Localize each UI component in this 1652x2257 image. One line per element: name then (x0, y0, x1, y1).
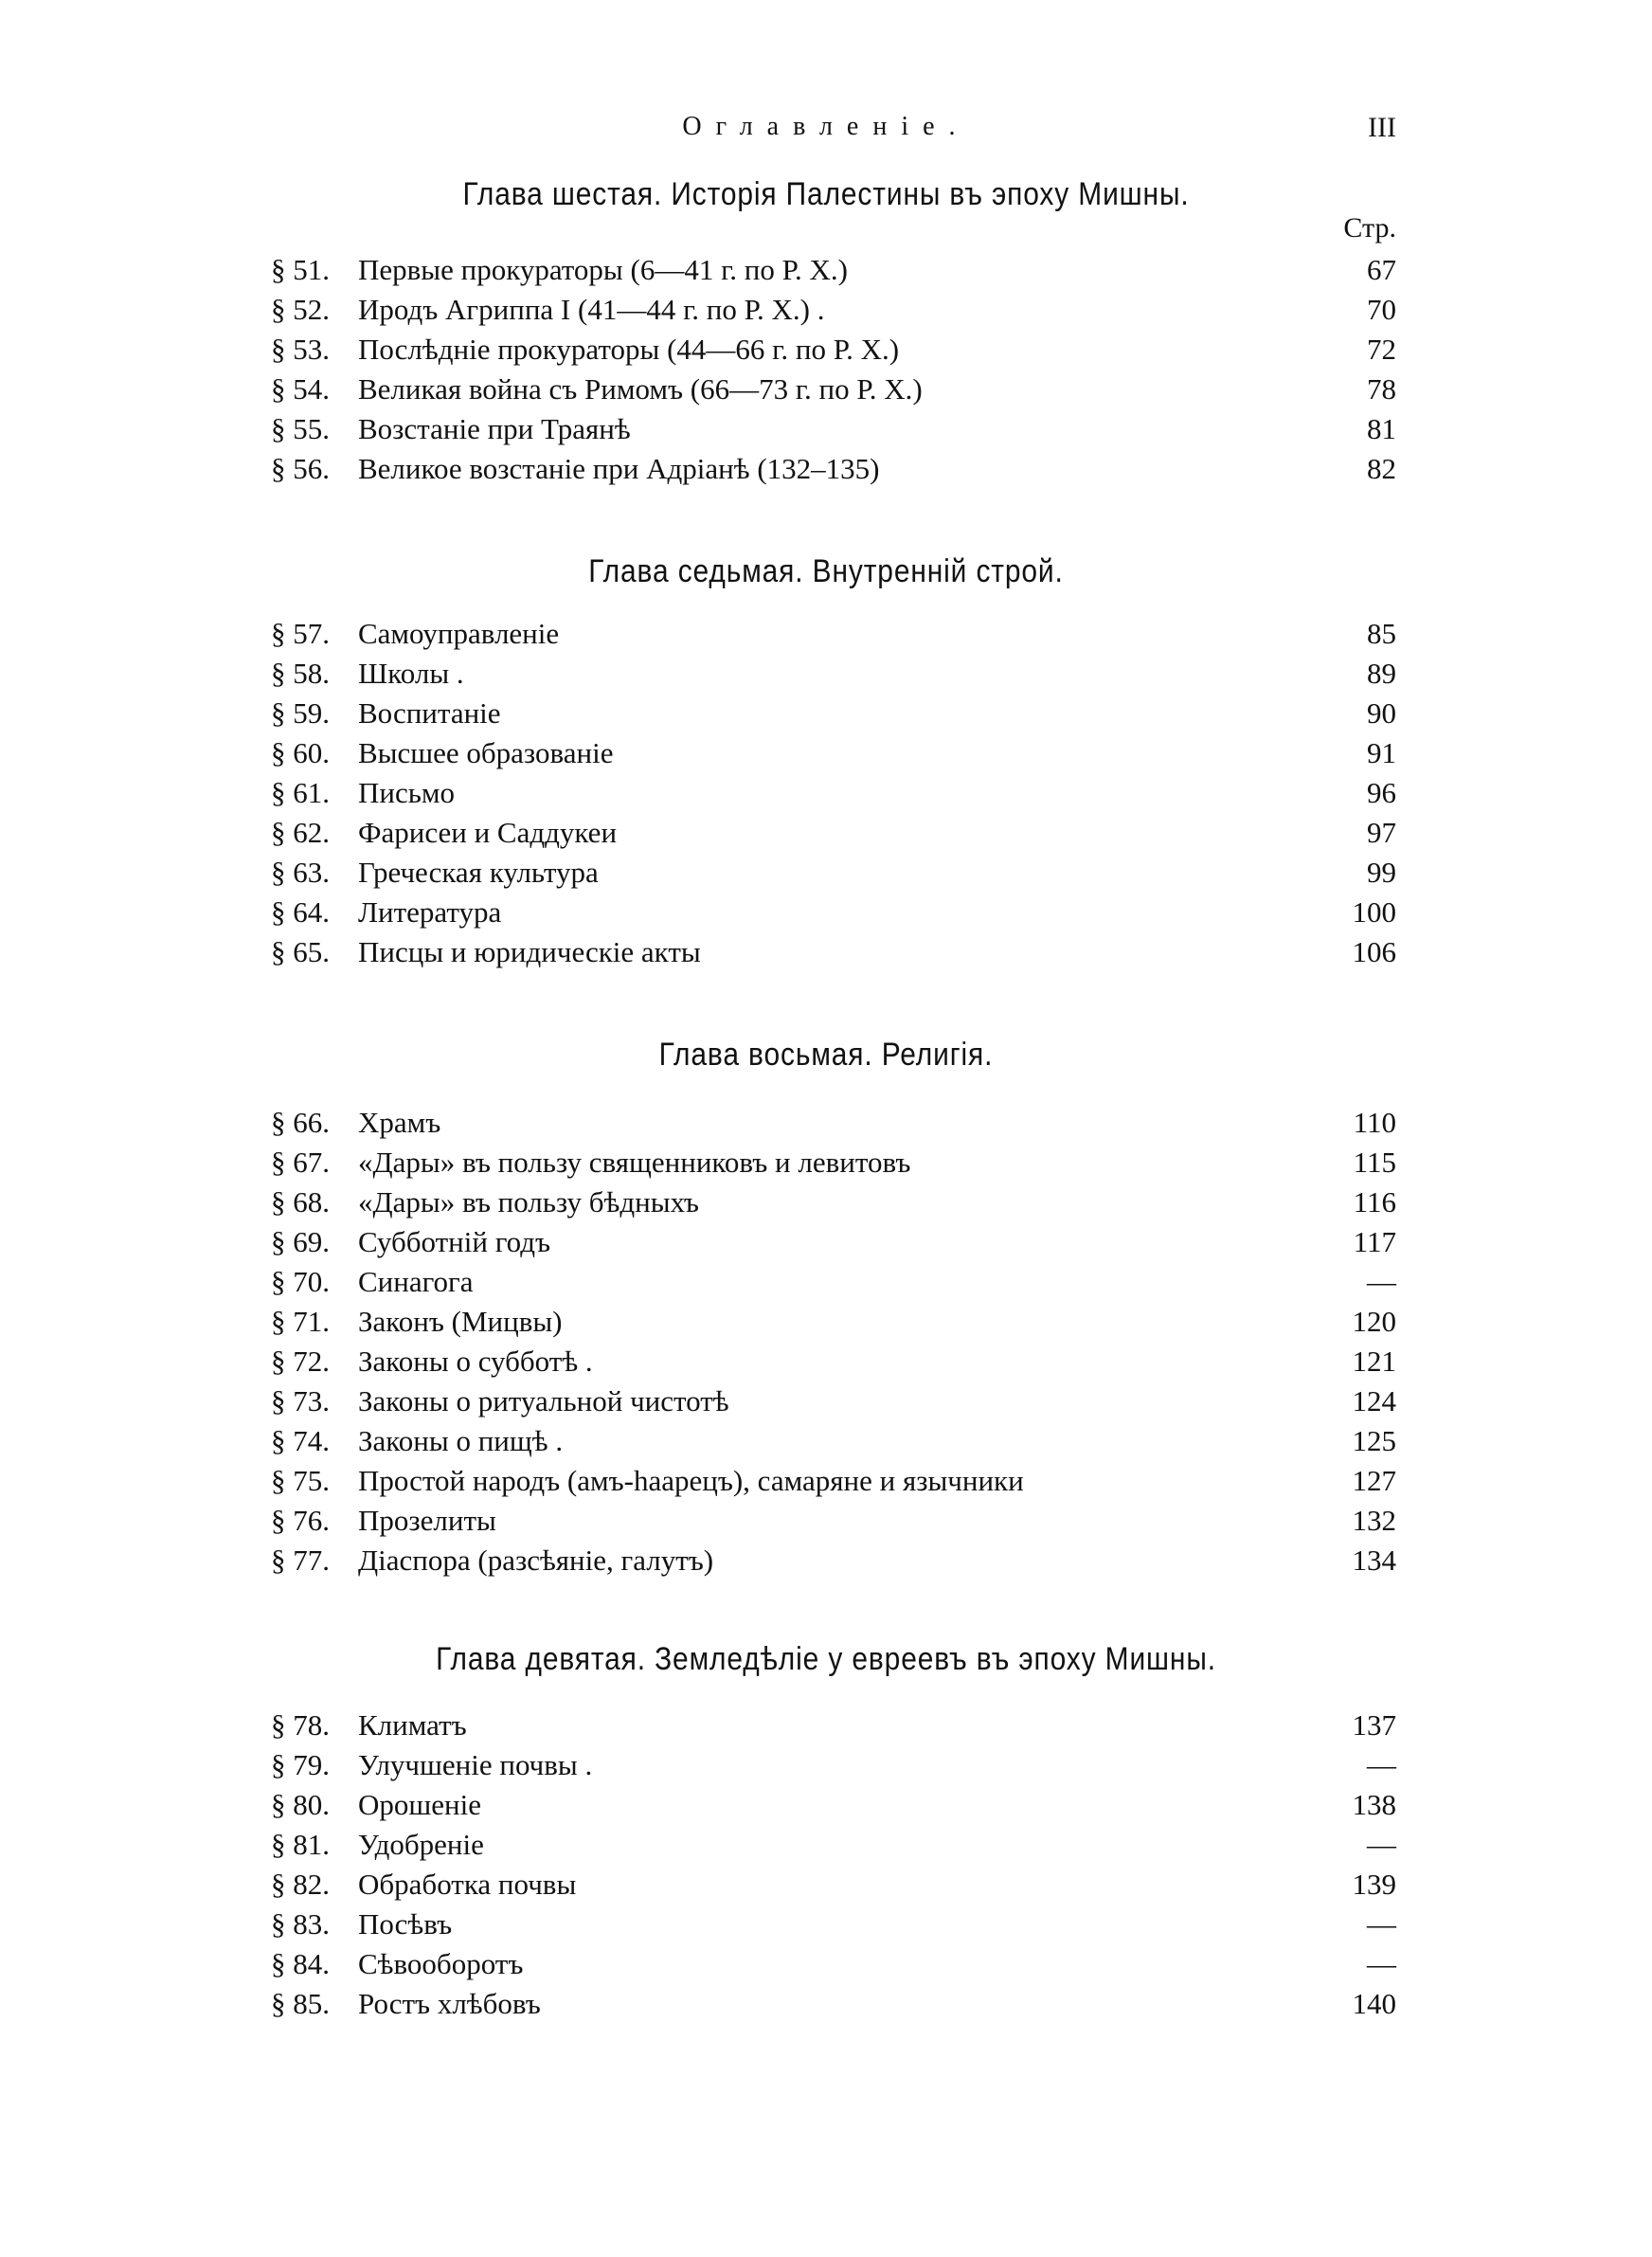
toc-entry (271, 1785, 1396, 1825)
section-page: 89 (1367, 657, 1396, 690)
section-title: Прозелиты (358, 1504, 496, 1537)
toc-entry (271, 1103, 1396, 1143)
toc-entry (271, 370, 1396, 409)
section-title: Первые прокураторы (6—41 г. по Р. X.) (358, 253, 848, 286)
toc-entry (271, 1421, 1396, 1461)
section-number: § 60. (271, 736, 330, 769)
toc-entry (271, 1984, 1396, 2024)
section-number: § 83. (271, 1907, 330, 1941)
section-page: — (1367, 1828, 1396, 1861)
section-title: Синагога (358, 1265, 474, 1298)
section-number: § 59. (271, 696, 330, 730)
section-number: § 52. (271, 293, 330, 326)
section-title: Законы о субботѣ . (358, 1345, 593, 1378)
section-title: Храмъ (358, 1106, 441, 1139)
page-column-label: Стр. (1343, 212, 1396, 244)
section-page: 137 (1352, 1708, 1396, 1742)
section-number: § 80. (271, 1788, 330, 1821)
section-number: § 58. (271, 657, 330, 690)
section-number: § 63. (271, 856, 330, 889)
section-number: § 72. (271, 1345, 330, 1378)
section-number: § 68. (271, 1185, 330, 1219)
section-number: § 75. (271, 1464, 330, 1497)
section-number: § 55. (271, 412, 330, 445)
section-number: § 54. (271, 372, 330, 406)
toc-entry (271, 449, 1396, 489)
toc-list-chapter-6 (271, 250, 1396, 489)
toc-entry (271, 1501, 1396, 1541)
section-page: 132 (1352, 1504, 1396, 1537)
section-title: Законъ (Мицвы) (358, 1305, 563, 1338)
section-title: Ростъ хлѣбовъ (358, 1987, 541, 2020)
toc-entry (271, 853, 1396, 893)
section-title: Возстаніе при Траянѣ (358, 412, 631, 445)
toc-entry (271, 1461, 1396, 1501)
section-page: 78 (1367, 372, 1396, 406)
section-page: 125 (1352, 1424, 1396, 1457)
section-page: 91 (1367, 736, 1396, 769)
toc-entry (271, 330, 1396, 370)
section-number: § 53. (271, 333, 330, 366)
section-number: § 64. (271, 895, 330, 929)
section-title: Высшее образованіе (358, 736, 614, 769)
section-number: § 82. (271, 1868, 330, 1901)
toc-entry (271, 1865, 1396, 1905)
toc-entry (271, 893, 1396, 932)
toc-entry (271, 1262, 1396, 1302)
section-page: 124 (1352, 1384, 1396, 1417)
toc-entry (271, 654, 1396, 694)
section-number: § 70. (271, 1265, 330, 1298)
section-number: § 69. (271, 1225, 330, 1258)
section-page: 120 (1352, 1305, 1396, 1338)
section-page: 140 (1352, 1987, 1396, 2020)
section-number: § 65. (271, 935, 330, 968)
section-number: § 76. (271, 1504, 330, 1537)
section-title: Письмо (358, 776, 455, 809)
toc-entry (271, 1143, 1396, 1183)
section-page: — (1367, 1748, 1396, 1781)
section-number: § 61. (271, 776, 330, 809)
section-number: § 73. (271, 1384, 330, 1417)
toc-entry (271, 1745, 1396, 1785)
toc-entry (271, 1222, 1396, 1262)
section-title: Законы о ритуальной чистотѣ (358, 1384, 729, 1417)
toc-entry (271, 733, 1396, 773)
section-page: — (1367, 1907, 1396, 1941)
section-page: 70 (1367, 293, 1396, 326)
section-number: § 51. (271, 253, 330, 286)
toc-entry (271, 1905, 1396, 1944)
section-title: Литература (358, 895, 502, 929)
chapter-heading-9: Глава девятая. Земледѣліе у евреевъ въ эпоху Мишны. (436, 1641, 1216, 1677)
section-page: 90 (1367, 696, 1396, 730)
toc-entry (271, 694, 1396, 733)
toc-list-chapter-9 (271, 1706, 1396, 2024)
section-number: § 56. (271, 452, 330, 485)
section-page: 100 (1352, 895, 1396, 929)
section-title: Обработка почвы (358, 1868, 577, 1901)
section-title: Иродъ Агриппа I (41—44 г. по Р. X.) . (358, 293, 825, 326)
section-title: Воспитаніе (358, 696, 501, 730)
toc-entry (271, 1183, 1396, 1222)
section-title: Фарисеи и Саддукеи (358, 816, 618, 849)
section-title: Удобреніе (358, 1828, 484, 1861)
section-number: § 81. (271, 1828, 330, 1861)
toc-list-chapter-8 (271, 1103, 1396, 1580)
toc-entry (271, 813, 1396, 853)
section-title: «Дары» въ пользу бѣдныхъ (358, 1185, 699, 1219)
section-title: Школы . (358, 657, 464, 690)
section-number: § 84. (271, 1947, 330, 1980)
section-title: Улучшеніе почвы . (358, 1748, 593, 1781)
section-page: 96 (1367, 776, 1396, 809)
chapter-heading-6: Глава шестая. Исторія Палестины въ эпоху Мишны. (462, 176, 1190, 212)
section-title: Законы о пищѣ . (358, 1424, 564, 1457)
section-title: Великая война съ Римомъ (66—73 г. по Р. X.) (358, 372, 923, 406)
section-page: 121 (1352, 1345, 1396, 1378)
section-number: § 67. (271, 1146, 330, 1179)
section-title: Греческая культура (358, 856, 599, 889)
section-title: Самоуправленіе (358, 617, 560, 650)
section-page: 67 (1367, 253, 1396, 286)
section-title: Орошеніе (358, 1788, 481, 1821)
section-number: § 74. (271, 1424, 330, 1457)
section-page: 85 (1367, 617, 1396, 650)
section-number: § 62. (271, 816, 330, 849)
toc-entry (271, 1541, 1396, 1580)
section-page: 127 (1352, 1464, 1396, 1497)
toc-entry (271, 614, 1396, 654)
section-page: 117 (1353, 1225, 1396, 1258)
chapter-heading-8: Глава восьмая. Религія. (658, 1037, 994, 1073)
section-number: § 85. (271, 1987, 330, 2020)
section-title: Субботній годъ (358, 1225, 551, 1258)
section-title: Діаспора (разсѣяніе, галутъ) (358, 1544, 714, 1577)
toc-entry (271, 409, 1396, 449)
toc-entry (271, 1381, 1396, 1421)
section-page: 139 (1352, 1868, 1396, 1901)
toc-list-chapter-7 (271, 614, 1396, 972)
running-head (0, 112, 1652, 150)
section-page: — (1367, 1947, 1396, 1980)
toc-entry (271, 290, 1396, 330)
section-page: 81 (1367, 412, 1396, 445)
toc-entry (271, 1302, 1396, 1342)
section-page: 82 (1367, 452, 1396, 485)
section-page: 138 (1352, 1788, 1396, 1821)
section-page: 72 (1367, 333, 1396, 366)
section-page: 99 (1367, 856, 1396, 889)
section-title: Послѣдніе прокураторы (44—66 г. по Р. X.) (358, 333, 900, 366)
toc-entry (271, 1706, 1396, 1745)
section-page: 97 (1367, 816, 1396, 849)
section-page: 116 (1353, 1185, 1396, 1219)
section-number: § 66. (271, 1106, 330, 1139)
section-page: 115 (1353, 1146, 1396, 1179)
section-page: 110 (1353, 1106, 1396, 1139)
section-title: Великое возстаніе при Адріанѣ (132–135) (358, 452, 880, 485)
running-title: Оглавленіе. (682, 112, 970, 141)
toc-entry (271, 1944, 1396, 1984)
page-number: III (1368, 112, 1396, 143)
section-title: Климатъ (358, 1708, 467, 1742)
section-number: § 78. (271, 1708, 330, 1742)
section-page: 106 (1352, 935, 1396, 968)
section-page: — (1367, 1265, 1396, 1298)
section-number: § 79. (271, 1748, 330, 1781)
section-title: Простой народъ (амъ-һаарецъ), самаряне и язычники (358, 1464, 1024, 1497)
section-title: Писцы и юридическіе акты (358, 935, 701, 968)
section-number: § 77. (271, 1544, 330, 1577)
section-title: «Дары» въ пользу священниковъ и левитовъ (358, 1146, 911, 1179)
chapter-heading-7: Глава седьмая. Внутренній строй. (588, 553, 1064, 589)
section-page: 134 (1352, 1544, 1396, 1577)
section-title: Посѣвъ (358, 1907, 453, 1941)
toc-entry (271, 250, 1396, 290)
toc-entry (271, 1825, 1396, 1865)
toc-entry (271, 932, 1396, 972)
section-number: § 71. (271, 1305, 330, 1338)
toc-entry (271, 773, 1396, 813)
toc-entry (271, 1342, 1396, 1381)
section-number: § 57. (271, 617, 330, 650)
section-title: Сѣвооборотъ (358, 1947, 524, 1980)
